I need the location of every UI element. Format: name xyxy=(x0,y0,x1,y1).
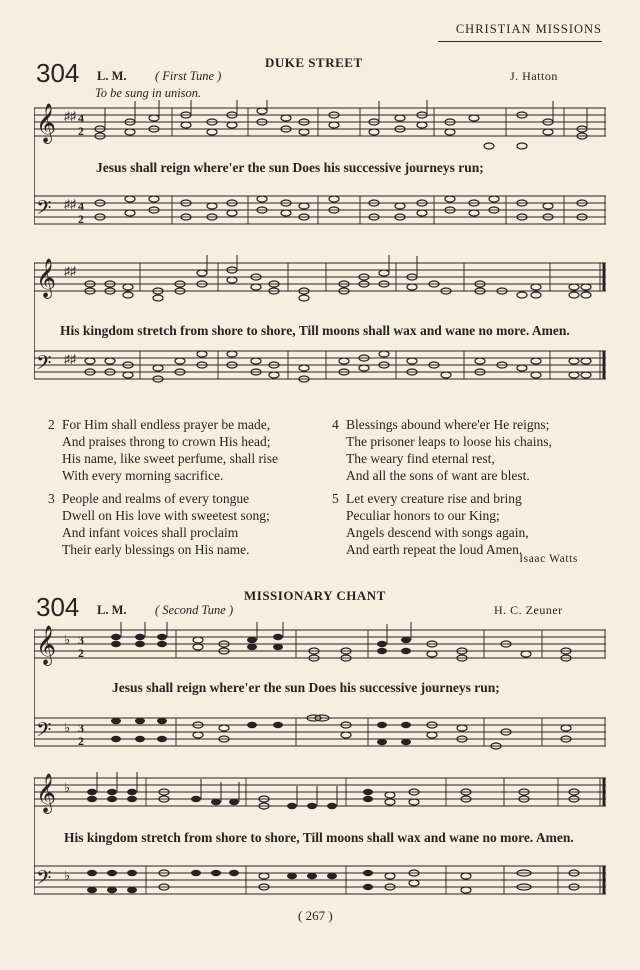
verse-number: 3 xyxy=(48,491,55,506)
verse-line: Let every creature rise and bring xyxy=(346,491,522,506)
svg-text:𝄞: 𝄞 xyxy=(36,258,57,298)
composer: H. C. Zeuner xyxy=(494,603,563,617)
verse xyxy=(48,490,270,558)
music-system xyxy=(34,255,606,385)
svg-text:♯♯: ♯♯ xyxy=(64,197,76,211)
page-number: ( 267 ) xyxy=(298,908,333,923)
svg-text:𝄞: 𝄞 xyxy=(36,773,57,813)
verse-line: Peculiar honors to our King; xyxy=(346,508,500,523)
svg-text:2: 2 xyxy=(78,212,84,226)
svg-text:3: 3 xyxy=(78,721,84,735)
lyrics-line: Jesus shall reign where'er the sun Does his successive journeys run; xyxy=(112,680,500,695)
verse xyxy=(332,490,529,558)
verse-line: Blessings abound where'er He reigns; xyxy=(346,417,550,432)
lyrics-line: His kingdom stretch from shore to shore, Till moons shall wax and wane no more. Amen. xyxy=(60,323,570,338)
hymn-number: 304 xyxy=(36,592,80,622)
lyrics-line: Jesus shall reign where'er the sun Does his successive journeys run; xyxy=(96,160,484,175)
verse-line: And praises throng to crown His head; xyxy=(62,434,271,449)
verse-line: Dwell on His love with sweetest song; xyxy=(62,508,270,523)
verse-line: His name, like sweet perfume, shall rise xyxy=(62,451,278,466)
verse-line: People and realms of every tongue xyxy=(62,491,250,506)
verse-number: 4 xyxy=(332,417,339,432)
section-rule xyxy=(438,41,602,42)
performance-direction: To be sung in unison. xyxy=(95,86,202,100)
svg-text:♯♯: ♯♯ xyxy=(64,109,76,123)
svg-text:𝄞: 𝄞 xyxy=(36,625,57,665)
verse-line: Angels descend with songs again, xyxy=(346,525,529,540)
verse-line: Their early blessings on His name. xyxy=(62,542,250,557)
svg-text:4: 4 xyxy=(78,111,84,125)
verse-line: For Him shall endless prayer be made, xyxy=(62,417,271,432)
svg-text:2: 2 xyxy=(78,124,84,138)
verse-number: 2 xyxy=(48,417,55,432)
hymn-meter: L. M. xyxy=(97,603,127,617)
verse-line: The prisoner leaps to loose his chains, xyxy=(346,434,552,449)
svg-text:𝄢: 𝄢 xyxy=(36,351,52,379)
verse xyxy=(48,416,278,484)
hymn-number: 304 xyxy=(36,58,80,88)
svg-text:𝄢: 𝄢 xyxy=(36,718,52,746)
lyrics-line: His kingdom stretch from shore to shore, Till moons shall wax and wane no more. Amen. xyxy=(64,830,574,845)
svg-text:2: 2 xyxy=(78,734,84,748)
tune-note: ( Second Tune ) xyxy=(155,603,234,617)
svg-text:4: 4 xyxy=(78,199,84,213)
tune-note: ( First Tune ) xyxy=(155,69,222,83)
verse-line: And earth repeat the loud Amen. xyxy=(346,542,523,557)
svg-text:♭: ♭ xyxy=(64,780,71,795)
verse-line: The weary find eternal rest, xyxy=(346,451,495,466)
verse-number: 5 xyxy=(332,491,339,506)
section-title: CHRISTIAN MISSIONS xyxy=(455,22,602,36)
verse-line: And infant voices shall proclaim xyxy=(62,525,239,540)
svg-text:♯♯: ♯♯ xyxy=(64,264,76,278)
hymn-meter: L. M. xyxy=(97,69,127,83)
svg-text:♭: ♭ xyxy=(64,868,71,883)
svg-text:𝄢: 𝄢 xyxy=(36,196,52,224)
svg-text:𝄢: 𝄢 xyxy=(36,866,52,894)
svg-text:𝄞: 𝄞 xyxy=(36,103,57,143)
composer: J. Hatton xyxy=(510,69,558,83)
verse-line: With every morning sacrifice. xyxy=(62,468,224,483)
svg-text:3: 3 xyxy=(78,633,84,647)
tune-name: DUKE STREET xyxy=(265,55,363,70)
verse-line: And all the sons of want are blest. xyxy=(346,468,530,483)
svg-text:2: 2 xyxy=(78,646,84,660)
verse xyxy=(332,416,552,484)
svg-text:♭: ♭ xyxy=(64,720,71,735)
hymn-author: Isaac Watts xyxy=(519,553,578,565)
svg-text:♭: ♭ xyxy=(64,632,71,647)
svg-text:♯♯: ♯♯ xyxy=(64,352,76,366)
tune-name: MISSIONARY CHANT xyxy=(244,588,386,603)
